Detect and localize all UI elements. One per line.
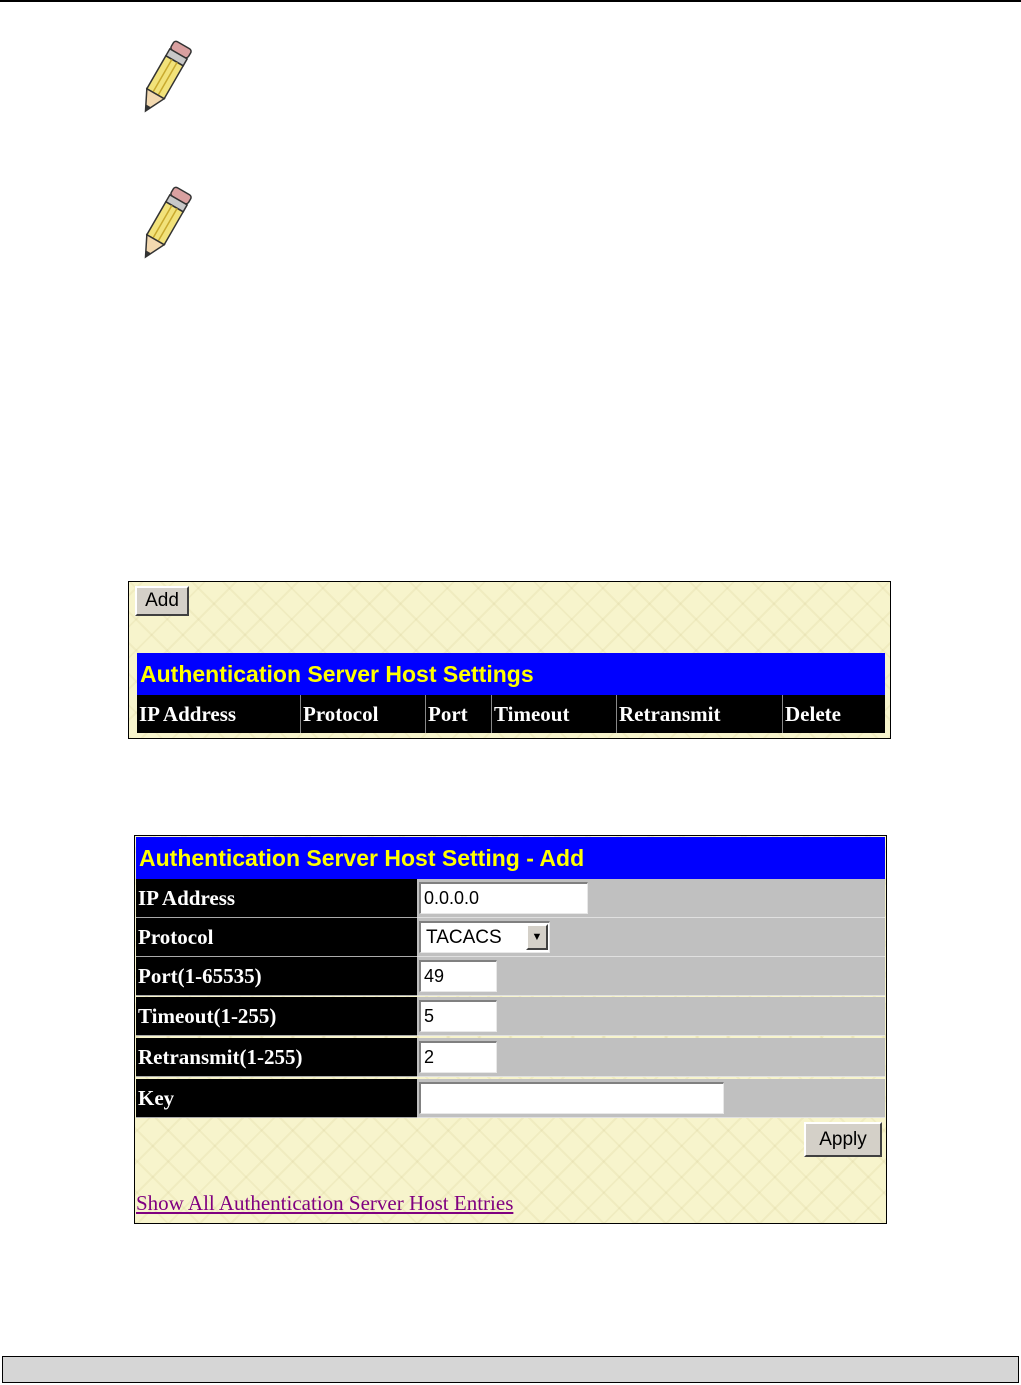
add-form-title: Authentication Server Host Setting - Add xyxy=(136,837,885,879)
timeout-cell xyxy=(417,997,885,1036)
port-cell xyxy=(417,957,885,996)
dropdown-arrow-icon[interactable]: ▼ xyxy=(526,924,548,950)
column-header-protocol: Protocol xyxy=(301,695,426,733)
add-button[interactable]: Add xyxy=(135,586,189,616)
pencil-note-icon xyxy=(128,180,200,270)
top-rule xyxy=(0,0,1021,2)
port-input[interactable]: 49 xyxy=(419,960,497,992)
timeout-input[interactable]: 5 xyxy=(419,1000,497,1032)
show-all-entries-link[interactable]: Show All Authentication Server Host Entries xyxy=(136,1191,514,1215)
footer-bar xyxy=(2,1356,1019,1383)
form-row-ip-address xyxy=(136,879,885,918)
key-input[interactable] xyxy=(419,1082,724,1114)
protocol-cell xyxy=(417,918,885,957)
form-row-port xyxy=(136,957,885,996)
pencil-note-icon xyxy=(128,34,200,124)
protocol-selected-value: TACACS xyxy=(426,926,502,948)
port-label: Port(1-65535) xyxy=(136,957,417,996)
key-label: Key xyxy=(136,1079,417,1118)
ip-address-label: IP Address xyxy=(136,879,417,918)
ip-address-input[interactable]: 0.0.0.0 xyxy=(419,882,588,914)
timeout-label: Timeout(1-255) xyxy=(136,997,417,1036)
apply-button[interactable]: Apply xyxy=(804,1122,882,1157)
key-cell xyxy=(417,1079,885,1118)
protocol-select[interactable] xyxy=(419,921,550,953)
column-header-delete: Delete xyxy=(785,701,841,726)
retransmit-label: Retransmit(1-255) xyxy=(136,1038,417,1077)
retransmit-cell xyxy=(417,1038,885,1077)
host-settings-title: Authentication Server Host Settings xyxy=(137,653,885,695)
form-row-timeout xyxy=(136,997,885,1036)
column-header-ip-address: IP Address xyxy=(137,695,301,733)
form-row-key xyxy=(136,1079,885,1118)
form-row-retransmit xyxy=(136,1038,885,1077)
table-header-row xyxy=(137,695,885,733)
retransmit-input[interactable]: 2 xyxy=(419,1041,497,1073)
host-setting-add-panel xyxy=(134,835,887,1224)
column-header-port: Port xyxy=(426,695,492,733)
ip-address-cell xyxy=(417,879,885,918)
column-header-timeout: Timeout xyxy=(492,695,617,733)
host-settings-panel xyxy=(128,581,891,739)
column-header-retransmit: Retransmit xyxy=(617,695,783,733)
form-row-protocol xyxy=(136,918,885,957)
protocol-label: Protocol xyxy=(136,918,417,957)
